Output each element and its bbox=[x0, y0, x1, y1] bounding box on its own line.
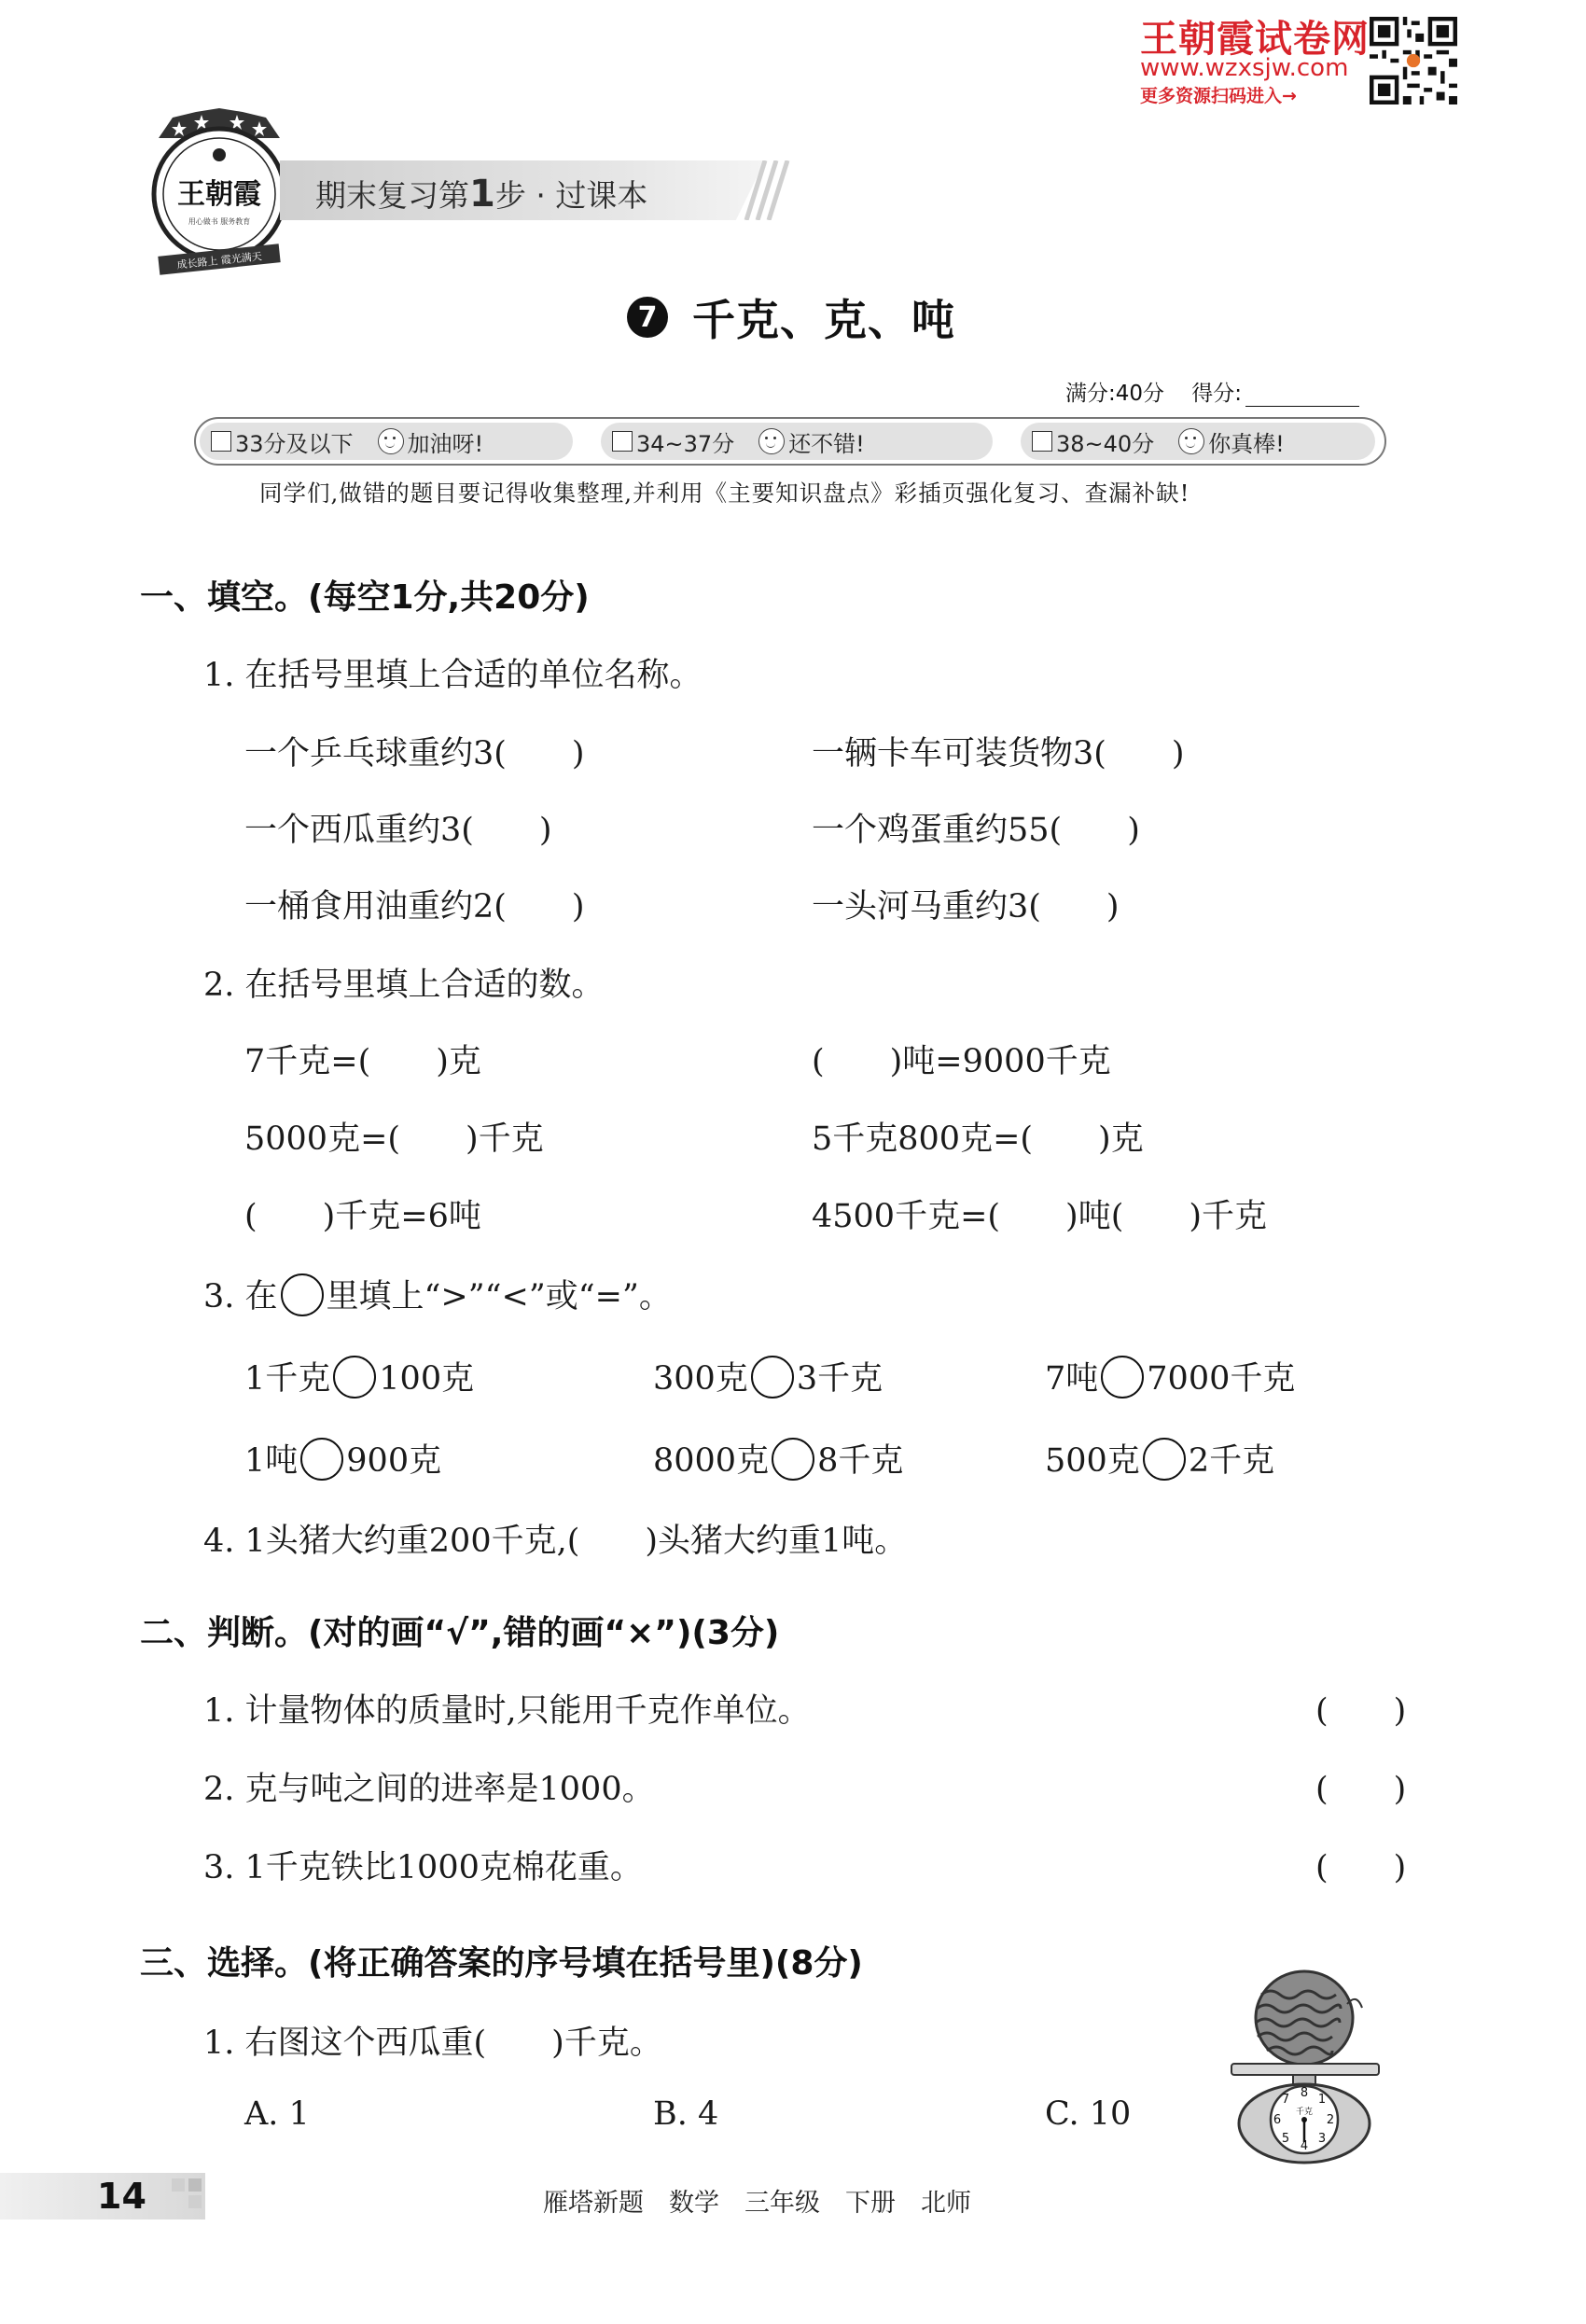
section1-title: 一、填空。(每空1分,共20分) bbox=[140, 578, 590, 617]
judge-bracket[interactable]: ( ) bbox=[1315, 1771, 1407, 1808]
svg-text:8: 8 bbox=[1300, 2086, 1309, 2100]
compare-circle[interactable] bbox=[300, 1438, 343, 1481]
page-number: 14 bbox=[97, 2176, 146, 2217]
compare-circle-icon bbox=[281, 1273, 324, 1316]
face-icon bbox=[758, 428, 785, 454]
chapter-title bbox=[627, 289, 955, 345]
fill-item[interactable]: 1. 右图这个西瓜重( )千克。 bbox=[203, 2025, 662, 2062]
brand-logo bbox=[140, 101, 299, 278]
score-level-1: 33分及以下 加油呀! bbox=[200, 423, 573, 460]
face-icon bbox=[1178, 428, 1204, 454]
compare-circle[interactable] bbox=[772, 1438, 814, 1481]
judge-item: 2. 克与吨之间的进率是1000。 bbox=[203, 1771, 655, 1808]
svg-text:5: 5 bbox=[1281, 2132, 1290, 2146]
compare-item: 7吨 7000千克 bbox=[1045, 1353, 1295, 1402]
judge-bracket[interactable]: ( ) bbox=[1315, 1692, 1407, 1730]
banner-stripes bbox=[737, 160, 793, 220]
score-label: 得分: bbox=[1191, 382, 1243, 406]
fill-item[interactable]: 7千克=( )克 bbox=[244, 1043, 481, 1080]
compare-item: 300克 3千克 bbox=[653, 1353, 883, 1402]
watermelon-scale-illustration bbox=[1228, 1967, 1398, 2164]
score-level-bar bbox=[194, 417, 1386, 466]
qr-code-icon[interactable] bbox=[1370, 17, 1457, 104]
svg-text:成长路上 霞光满天: 成长路上 霞光满天 bbox=[175, 250, 263, 271]
brand-tip: 更多资源扫码进入→ bbox=[1140, 86, 1297, 106]
svg-text:1: 1 bbox=[1317, 2093, 1327, 2107]
question-stem: 1. 在括号里填上合适的单位名称。 bbox=[203, 657, 703, 694]
fill-item[interactable]: 4500千克=( )吨( )千克 bbox=[812, 1198, 1268, 1235]
svg-text:2: 2 bbox=[1326, 2113, 1335, 2127]
fill-item[interactable]: 一头河马重约3( ) bbox=[812, 888, 1120, 925]
svg-text:千克: 千克 bbox=[1295, 2108, 1314, 2117]
fill-item[interactable]: 5000克=( )千克 bbox=[244, 1120, 544, 1158]
score-level-checkbox[interactable] bbox=[1032, 431, 1052, 452]
option-a[interactable]: A. 1 bbox=[244, 2095, 310, 2133]
brand-url[interactable]: www.wzxsjw.com bbox=[1140, 54, 1349, 82]
question-stem: 2. 在括号里填上合适的数。 bbox=[203, 967, 605, 1004]
banner-title: 期末复习第1步 · 过课本 bbox=[315, 173, 648, 216]
face-icon bbox=[378, 428, 404, 454]
fill-item[interactable]: 一个西瓜重约3( ) bbox=[244, 812, 552, 849]
compare-item: 500克 2千克 bbox=[1045, 1435, 1274, 1484]
reminder-text: 同学们,做错的题目要记得收集整理,并利用《主要知识盘点》彩插页强化复习、查漏补缺! bbox=[259, 480, 1190, 507]
footer-text: 雁塔新题 数学 三年级 下册 北师 bbox=[543, 2189, 971, 2218]
judge-item: 1. 计量物体的质量时,只能用千克作单位。 bbox=[203, 1692, 811, 1730]
footer-decoration bbox=[170, 2177, 203, 2214]
compare-item: 1千克 100克 bbox=[244, 1353, 474, 1402]
judge-item: 3. 1千克铁比1000克棉花重。 bbox=[203, 1849, 643, 1886]
score-info bbox=[1065, 376, 1359, 407]
section3-title: 三、选择。(将正确答案的序号填在括号里)(8分) bbox=[140, 1944, 863, 1983]
fill-item[interactable]: 一桶食用油重约2( ) bbox=[244, 888, 585, 925]
svg-text:7: 7 bbox=[1281, 2093, 1290, 2107]
compare-circle[interactable] bbox=[751, 1356, 794, 1399]
compare-item: 1吨 900克 bbox=[244, 1435, 441, 1484]
score-level-2: 34~37分 还不错! bbox=[601, 423, 993, 460]
compare-circle[interactable] bbox=[333, 1356, 376, 1399]
section2-title: 二、判断。(对的画“√”,错的画“×”)(3分) bbox=[140, 1614, 780, 1652]
svg-text:3: 3 bbox=[1317, 2132, 1327, 2146]
fill-item[interactable]: ( )吨=9000千克 bbox=[812, 1043, 1111, 1080]
svg-text:用心做书 服务教育: 用心做书 服务教育 bbox=[188, 217, 251, 226]
score-level-checkbox[interactable] bbox=[211, 431, 231, 452]
compare-item: 8000克 8千克 bbox=[653, 1435, 903, 1484]
fill-item[interactable]: 一辆卡车可装货物3( ) bbox=[812, 735, 1185, 772]
fill-item[interactable]: 一个鸡蛋重约55( ) bbox=[812, 812, 1140, 849]
compare-circle[interactable] bbox=[1143, 1438, 1186, 1481]
svg-text:6: 6 bbox=[1273, 2113, 1282, 2127]
score-field[interactable] bbox=[1245, 383, 1359, 407]
chapter-number-badge: 7 bbox=[627, 297, 668, 338]
brand-name: 王朝霞试卷网 bbox=[1140, 18, 1370, 61]
option-b[interactable]: B. 4 bbox=[653, 2095, 719, 2133]
svg-text:4: 4 bbox=[1300, 2139, 1309, 2153]
fill-item[interactable]: ( )千克=6吨 bbox=[244, 1198, 481, 1235]
question-stem: 3. 在 里填上“>”“<”或“=”。 bbox=[203, 1271, 672, 1320]
fill-item[interactable]: 4. 1头猪大约重200千克,( )头猪大约重1吨。 bbox=[203, 1523, 908, 1560]
svg-text:王朝霞: 王朝霞 bbox=[177, 178, 261, 211]
judge-bracket[interactable]: ( ) bbox=[1315, 1849, 1407, 1886]
score-level-checkbox[interactable] bbox=[612, 431, 633, 452]
full-score-label: 满分:40分 bbox=[1065, 382, 1165, 406]
chapter-title-text: 千克、克、吨 bbox=[692, 295, 955, 345]
option-c[interactable]: C. 10 bbox=[1045, 2095, 1132, 2133]
score-level-3: 38~40分 你真棒! bbox=[1021, 423, 1375, 460]
compare-circle[interactable] bbox=[1101, 1356, 1144, 1399]
fill-item[interactable]: 5千克800克=( )克 bbox=[812, 1120, 1144, 1158]
fill-item[interactable]: 一个乒乓球重约3( ) bbox=[244, 735, 585, 772]
